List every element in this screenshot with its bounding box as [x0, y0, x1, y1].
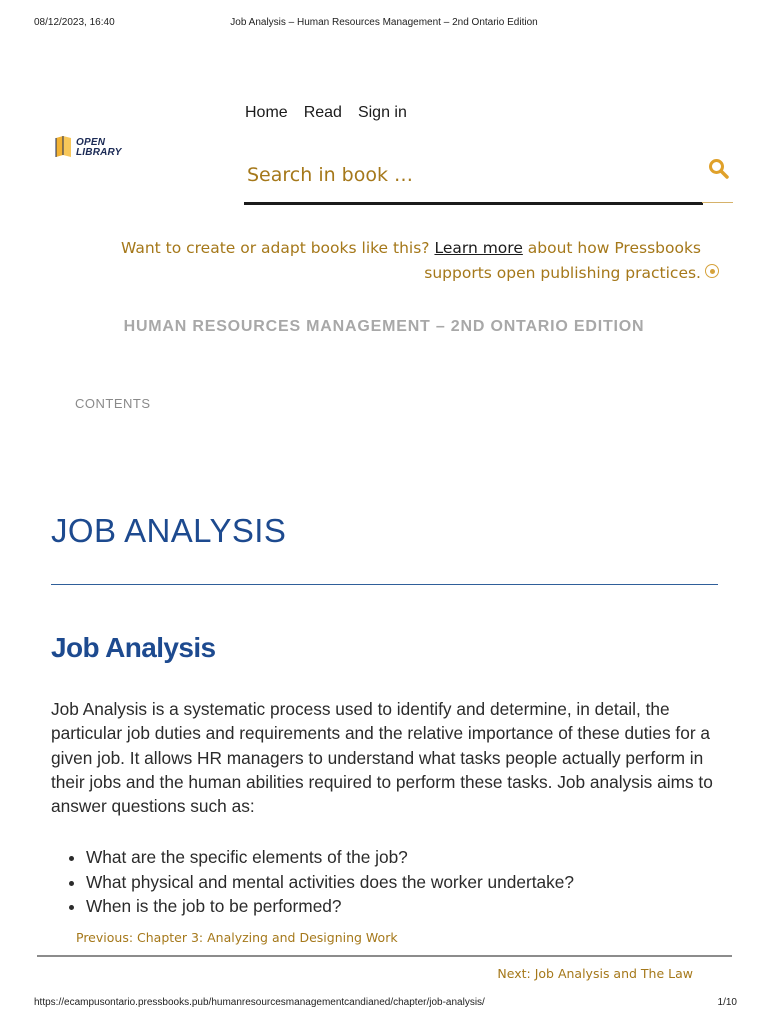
section-heading: Job Analysis: [51, 632, 216, 663]
promo-text-line2: supports open publishing practices.: [424, 264, 701, 282]
list-item: • When is the job to be performed?: [86, 894, 574, 919]
book-icon: [54, 134, 74, 158]
nav-divider: [37, 955, 732, 957]
search-input[interactable]: [244, 148, 703, 205]
contents-toggle[interactable]: CONTENTS: [75, 396, 151, 411]
learn-more-link[interactable]: Learn more: [434, 239, 523, 257]
title-divider: [51, 584, 718, 585]
list-item: • What are the specific elements of the job?: [86, 845, 574, 870]
pressbooks-promo: [81, 236, 701, 286]
nav-read[interactable]: Read: [303, 104, 342, 121]
top-nav: [245, 104, 407, 122]
print-page-count: 1/10: [717, 997, 737, 1008]
search-bar: [244, 148, 733, 206]
promo-text-after: about how Pressbooks: [522, 239, 701, 257]
promo-text-before: Want to create or adapt books like this?: [120, 239, 435, 257]
search-button[interactable]: [702, 148, 733, 203]
next-chapter-link[interactable]: Next: Job Analysis and The Law: [497, 966, 693, 981]
book-title[interactable]: HUMAN RESOURCES MANAGEMENT – 2ND ONTARIO EDITION: [123, 318, 645, 335]
previous-chapter-link[interactable]: Previous: Chapter 3: Analyzing and Designing Work: [76, 930, 398, 945]
print-datetime: 08/12/2023, 16:40: [34, 17, 115, 28]
search-icon: [708, 158, 730, 180]
nav-home[interactable]: Home: [245, 104, 288, 121]
logo-text: OPEN LIBRARY: [76, 137, 122, 158]
intro-paragraph: Job Analysis is a systematic process used to identify and determine, in detail, the particular job duties and requirements and the relative importance of these duties for a given job. It allows HR managers to understand what tasks people actually perform in their jobs and the human abilities required to perform these tasks. Job analysis aims to answer questions such as:: [51, 699, 713, 817]
nav-sign-in[interactable]: Sign in: [357, 104, 407, 121]
question-list: [69, 845, 574, 919]
chapter-title: JOB ANALYSIS: [51, 512, 287, 549]
close-promo-icon[interactable]: [705, 264, 719, 278]
print-page-title: Job Analysis – Human Resources Management – 2nd Ontario Edition: [230, 17, 538, 28]
print-url: https://ecampusontario.pressbooks.pub/humanresourcesmanagementcandianed/chapter/job-analysis/: [34, 997, 485, 1008]
open-library-logo[interactable]: [54, 132, 134, 162]
list-item: • What physical and mental activities does the worker undertake?: [86, 870, 574, 895]
